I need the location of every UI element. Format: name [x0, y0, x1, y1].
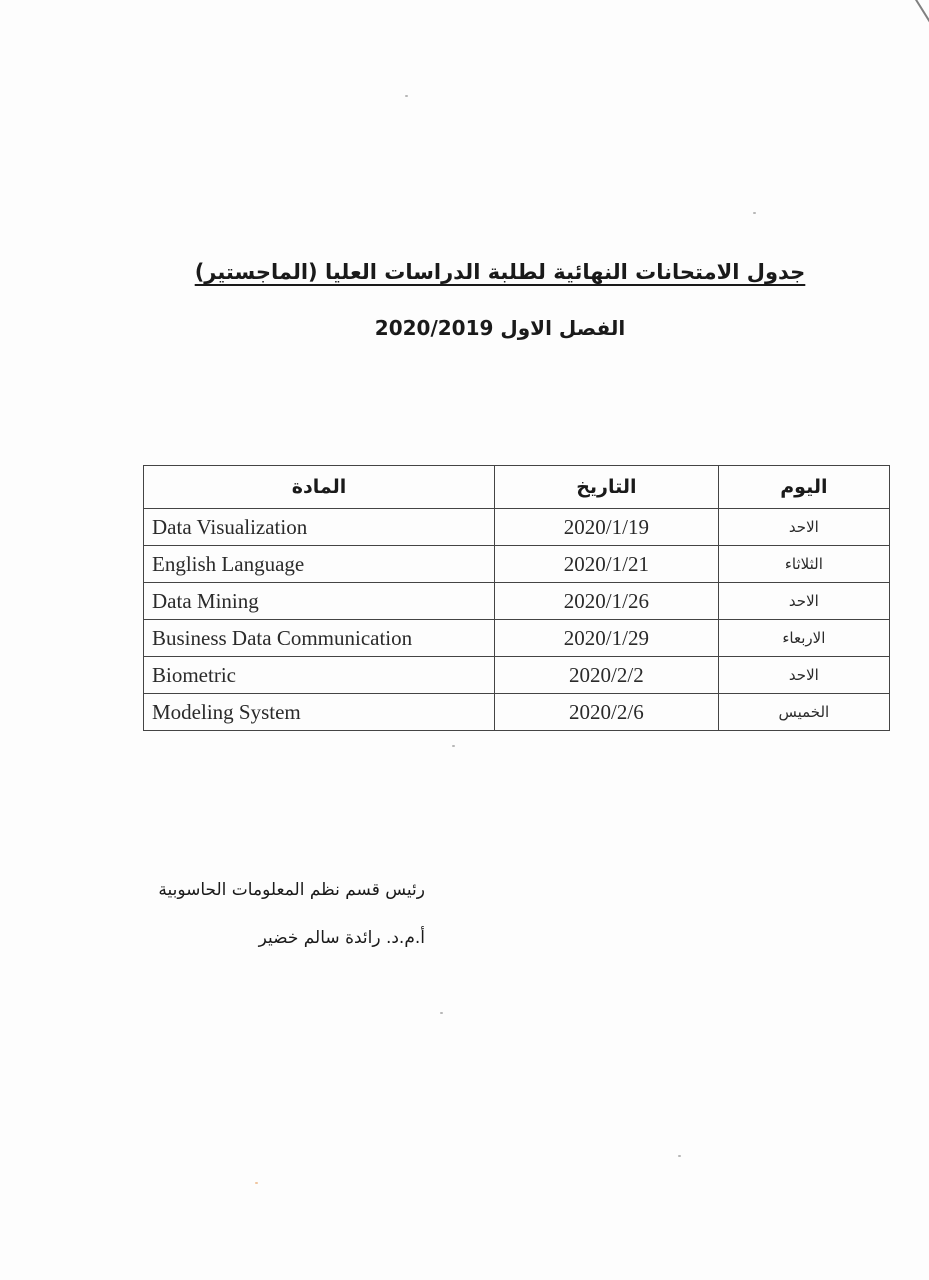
day-cell: الثلاثاء [718, 546, 889, 583]
header-date: التاريخ [495, 466, 719, 509]
table-row [144, 694, 890, 731]
subject-cell: Data Mining [144, 583, 495, 620]
table-header-row [144, 466, 890, 509]
signature-department: رئيس قسم نظم المعلومات الحاسوبية [158, 880, 425, 900]
date-cell: 2020/1/21 [495, 546, 719, 583]
day-cell: الخميس [718, 694, 889, 731]
subject-cell: Business Data Communication [144, 620, 495, 657]
table-row [144, 583, 890, 620]
day-cell: الاحد [718, 657, 889, 694]
signature-name: أ.م.د. رائدة سالم خضير [258, 928, 425, 948]
header-subject: المادة [144, 466, 495, 509]
date-cell: 2020/2/2 [495, 657, 719, 694]
subject-cell: Biometric [144, 657, 495, 694]
exam-schedule-table [143, 465, 890, 731]
subject-cell: English Language [144, 546, 495, 583]
scan-speck [405, 95, 408, 97]
table-row [144, 657, 890, 694]
date-cell: 2020/1/19 [495, 509, 719, 546]
table-row [144, 620, 890, 657]
scan-speck [255, 1182, 258, 1184]
day-cell: الاحد [718, 509, 889, 546]
scan-speck [452, 745, 455, 747]
date-cell: 2020/2/6 [495, 694, 719, 731]
day-cell: الاربعاء [718, 620, 889, 657]
header-day: اليوم [718, 466, 889, 509]
table-row [144, 509, 890, 546]
scan-speck [753, 212, 756, 214]
date-cell: 2020/1/26 [495, 583, 719, 620]
document-title: جدول الامتحانات النهائية لطلبة الدراسات العليا (الماجستير) [194, 260, 806, 284]
table-row [144, 546, 890, 583]
scan-artifact-line [915, 0, 929, 59]
scan-speck [678, 1155, 681, 1157]
subject-cell: Modeling System [144, 694, 495, 731]
document-subtitle: الفصل الاول 2020/2019 [374, 316, 626, 340]
scan-speck [440, 1012, 443, 1014]
day-cell: الاحد [718, 583, 889, 620]
date-cell: 2020/1/29 [495, 620, 719, 657]
subject-cell: Data Visualization [144, 509, 495, 546]
